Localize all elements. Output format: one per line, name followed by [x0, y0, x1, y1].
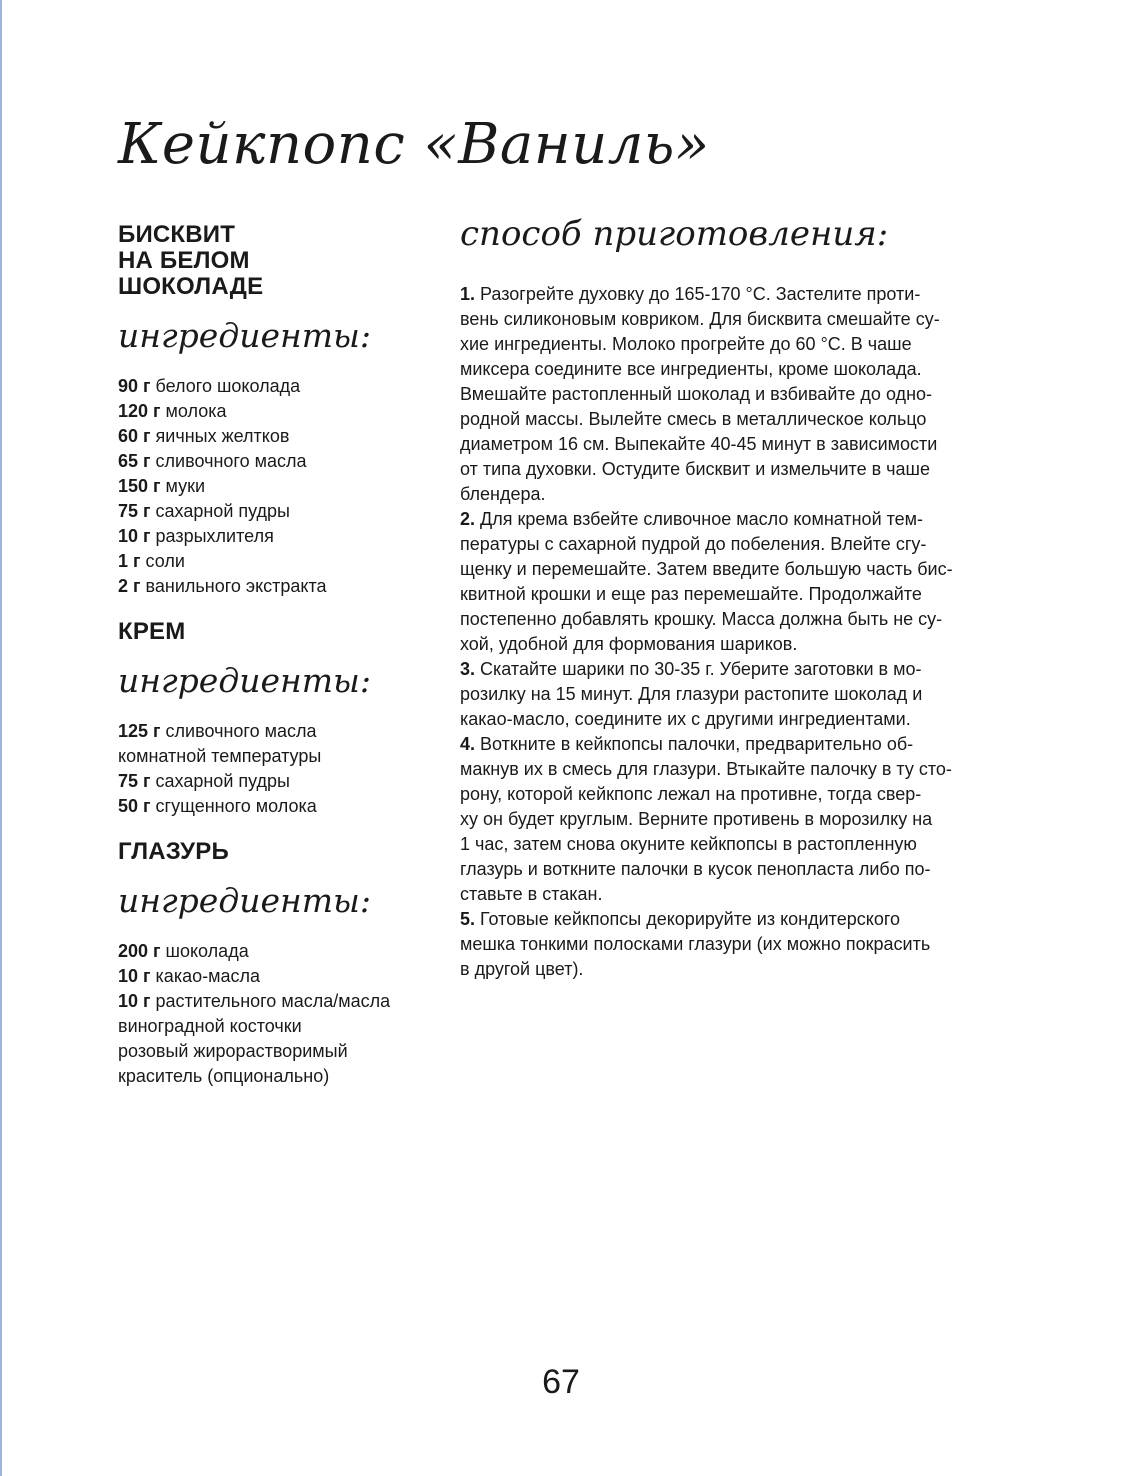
- ingredient-text: соли: [140, 551, 185, 571]
- ingredient-item: [118, 424, 448, 449]
- ingredient-item: [118, 399, 448, 424]
- ingredient-text: молока: [160, 401, 227, 421]
- ingredient-item: [118, 769, 448, 794]
- step-line: 1 час, затем снова окуните кейкпопсы в растопленную: [460, 834, 917, 854]
- ingredient-item: [118, 524, 448, 549]
- ingredient-text: краситель (опционально): [118, 1066, 330, 1086]
- ingredient-item: [118, 744, 448, 769]
- ingredient-amount: 75 г: [118, 501, 151, 521]
- step-line: [460, 907, 1020, 932]
- ingredient-text: яичных желтков: [150, 426, 290, 446]
- step-line: вень силиконовым ковриком. Для бисквита смешайте су-: [460, 309, 940, 329]
- ingredient-text: сахарной пудры: [150, 771, 290, 791]
- method-step: [460, 282, 1020, 507]
- ingredient-item: [118, 964, 448, 989]
- ingredient-amount: 150 г: [118, 476, 161, 496]
- ingredient-amount: 90 г: [118, 376, 151, 396]
- method-step: [460, 907, 1020, 982]
- section-heading: КРЕМ: [118, 618, 186, 645]
- step-text: Для крема взбейте сливочное масло комнатной тем-: [475, 509, 924, 529]
- step-line: [460, 732, 1020, 757]
- step-line: постепенно добавлять крошку. Масса должна быть не су-: [460, 609, 943, 629]
- ingredient-amount: 75 г: [118, 771, 151, 791]
- ingredient-amount: 60 г: [118, 426, 151, 446]
- ingredient-item: [118, 1064, 448, 1089]
- ingredient-item: [118, 719, 448, 744]
- ingredient-item: [118, 549, 448, 574]
- step-text: Разогрейте духовку до 165-170 °С. Застелите проти-: [475, 284, 921, 304]
- ingredient-text: сливочного масла: [150, 451, 307, 471]
- ingredients-list: [118, 719, 448, 819]
- page-number: 67: [542, 1363, 580, 1401]
- ingredient-text: белого шоколада: [150, 376, 301, 396]
- method-steps: [460, 282, 1020, 982]
- ingredient-item: [118, 794, 448, 819]
- ingredient-amount: 2 г: [118, 576, 141, 596]
- ingredient-item: [118, 939, 448, 964]
- page-edge-line: [0, 0, 2, 1476]
- step-line: розилку на 15 минут. Для глазури растопите шоколад и: [460, 684, 923, 704]
- method-step: [460, 657, 1020, 732]
- ingredient-amount: 120 г: [118, 401, 161, 421]
- ingredient-item: [118, 449, 448, 474]
- ingredient-item: [118, 374, 448, 399]
- step-line: миксера соедините все ингредиенты, кроме шоколада.: [460, 359, 922, 379]
- step-text: Готовые кейкпопсы декорируйте из кондитерского: [475, 909, 901, 929]
- ingredient-item: [118, 474, 448, 499]
- section-biscuit: [118, 222, 448, 599]
- step-line: мешка тонкими полосками глазури (их можно покрасить: [460, 934, 931, 954]
- method-step: [460, 507, 1020, 657]
- ingredient-text: сливочного масла: [160, 721, 317, 741]
- step-number: 5.: [460, 909, 476, 929]
- ingredient-text: виноградной косточки: [118, 1016, 302, 1036]
- step-number: 3.: [460, 659, 476, 679]
- method-heading: способ приготовления:: [460, 214, 889, 254]
- step-line: в другой цвет).: [460, 959, 584, 979]
- ingredients-subheading: ингредиенты:: [118, 316, 372, 355]
- ingredient-text: ванильного экстракта: [140, 576, 327, 596]
- ingredient-text: комнатной температуры: [118, 746, 322, 766]
- step-number: 1.: [460, 284, 476, 304]
- step-line: [460, 282, 1020, 307]
- ingredient-item: [118, 499, 448, 524]
- ingredients-list: [118, 374, 448, 599]
- ingredient-amount: 10 г: [118, 966, 151, 986]
- section-heading: ГЛАЗУРЬ: [118, 838, 229, 865]
- step-text: Скатайте шарики по 30-35 г. Уберите заготовки в мо-: [475, 659, 922, 679]
- ingredient-item: [118, 1014, 448, 1039]
- ingredient-amount: 200 г: [118, 941, 161, 961]
- ingredient-text: розовый жирорастворимый: [118, 1041, 348, 1061]
- method-step: [460, 732, 1020, 907]
- ingredient-amount: 10 г: [118, 991, 151, 1011]
- step-line: блендера.: [460, 484, 546, 504]
- step-line: щенку и перемешайте. Затем введите большую часть бис-: [460, 559, 953, 579]
- step-line: квитной крошки и еще раз перемешайте. Продолжайте: [460, 584, 922, 604]
- step-text: Воткните в кейкпопсы палочки, предварительно об-: [475, 734, 914, 754]
- recipe-title: Кейкпопс «Ваниль»: [118, 112, 710, 177]
- ingredient-text: сахарной пудры: [150, 501, 290, 521]
- step-line: диаметром 16 см. Выпекайте 40-45 минут в зависимости: [460, 434, 938, 454]
- step-line: родной массы. Вылейте смесь в металлическое кольцо: [460, 409, 927, 429]
- section-glaze: [118, 839, 448, 1089]
- step-line: Вмешайте растопленный шоколад и взбивайте до одно-: [460, 384, 933, 404]
- section-cream: [118, 619, 448, 819]
- ingredient-amount: 65 г: [118, 451, 151, 471]
- ingredient-text: сгущенного молока: [150, 796, 317, 816]
- ingredients-subheading: ингредиенты:: [118, 881, 372, 920]
- step-number: 2.: [460, 509, 476, 529]
- ingredients-column: [118, 222, 448, 1109]
- step-line: какао-масло, соедините их с другими ингредиентами.: [460, 709, 911, 729]
- ingredient-amount: 50 г: [118, 796, 151, 816]
- step-line: [460, 507, 1020, 532]
- step-line: от типа духовки. Остудите бисквит и измельчите в чаше: [460, 459, 931, 479]
- step-line: ставьте в стакан.: [460, 884, 603, 904]
- step-line: хие ингредиенты. Молоко прогрейте до 60 °С. В чаше: [460, 334, 912, 354]
- ingredient-text: шоколада: [160, 941, 249, 961]
- ingredient-amount: 10 г: [118, 526, 151, 546]
- ingredient-item: [118, 574, 448, 599]
- step-line: хой, удобной для формования шариков.: [460, 634, 798, 654]
- step-line: глазурь и воткните палочки в кусок пенопласта либо по-: [460, 859, 931, 879]
- ingredient-item: [118, 989, 448, 1014]
- ingredient-text: какао-масла: [150, 966, 260, 986]
- step-number: 4.: [460, 734, 476, 754]
- method-column: [460, 212, 1020, 982]
- ingredient-text: растительного масла/масла: [150, 991, 391, 1011]
- step-line: макнув их в смесь для глазури. Втыкайте палочку в ту сто-: [460, 759, 952, 779]
- step-line: [460, 657, 1020, 682]
- section-heading: БИСКВИТ НА БЕЛОМ ШОКОЛАДЕ: [118, 221, 264, 300]
- ingredients-list: [118, 939, 448, 1089]
- step-line: ху он будет круглым. Верните противень в морозилку на: [460, 809, 933, 829]
- step-line: рону, которой кейкпопс лежал на противне, тогда свер-: [460, 784, 922, 804]
- step-line: пературы с сахарной пудрой до побеления. Влейте сгу-: [460, 534, 927, 554]
- ingredient-amount: 125 г: [118, 721, 161, 741]
- ingredient-text: разрыхлителя: [150, 526, 274, 546]
- ingredient-amount: 1 г: [118, 551, 141, 571]
- ingredients-subheading: ингредиенты:: [118, 661, 372, 700]
- ingredient-item: [118, 1039, 448, 1064]
- ingredient-text: муки: [160, 476, 206, 496]
